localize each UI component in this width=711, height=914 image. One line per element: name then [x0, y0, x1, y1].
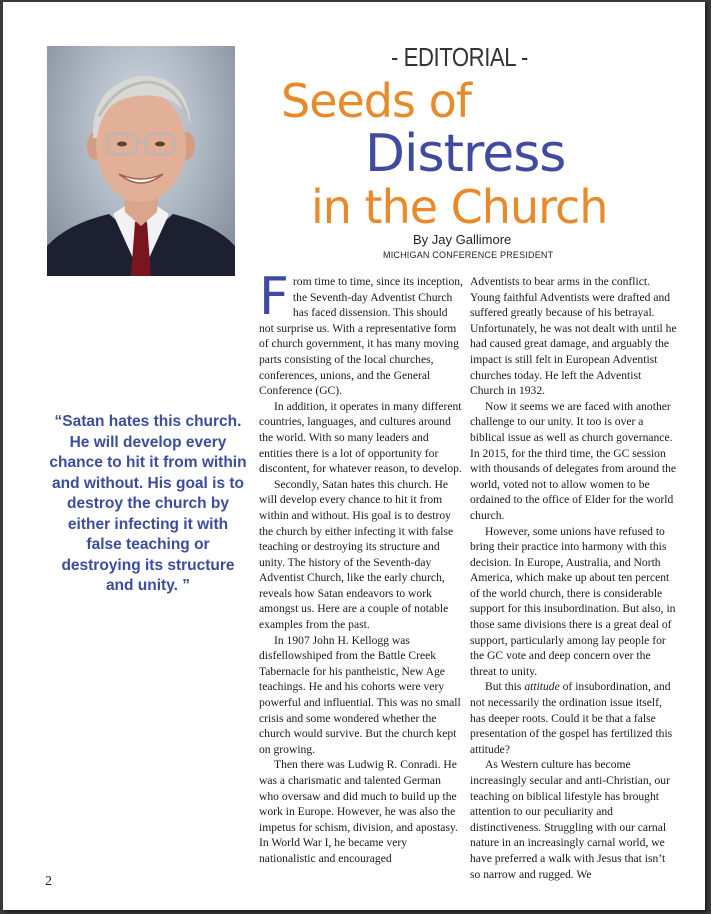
paragraph-4: In 1907 John H. Kellogg was disfellowshiped from the Battle Creek Tabernacle for his pantheistic, New Age teachings. He and his cohorts were very powerful and influential. This was no small crisis and some wondered whether the church would survive. But the church kept on growing. [259, 633, 461, 756]
paragraph-7: However, some unions have refused to bring their practice into harmony with this decision. In Europe, Australia, and North America, which make up about ten percent of the world church, there is considerable support for this insubordination. But also, in those same divisions there is a great deal of support, particularly among lay people for the GC vote and deep concern over the threat to unity. [470, 524, 676, 678]
headline-line-1: Seeds of [281, 74, 471, 128]
paragraph-5: Then there was Ludwig R. Conradi. He was a charismatic and talented German who oversaw and did much to build up the work in Europe. However, he was also the impetus for schism, division, and apostasy. In World War I, he became very nationalistic and encouraged [259, 758, 458, 865]
paragraph-2: In addition, it operates in many different countries, languages, and cultures around the world. With so many leaders and entities there is a lot of opportunity for discontent, for whatever reason, to develop. [259, 399, 462, 476]
paragraph-1-text: rom time to time, since its inception, the Seventh-day Adventist Church has faced dissension. This should not surprise us. With a representative form of church government, it has many moving parts consisting of the local churches, conferences, unions, and the General Conference (GC). [259, 275, 463, 398]
article-column-1 [259, 267, 463, 867]
page-number: 2 [45, 874, 52, 889]
drop-cap: F [259, 267, 289, 327]
paragraph-1 [259, 267, 463, 399]
pull-quote: “Satan hates this church. He will develop every chance to hit it from within and without. His goal is to destroy the church by either infecting it with false teaching or destroying its structure and unity. ” [49, 413, 247, 594]
byline: By Jay Gallimore [413, 232, 512, 247]
paragraph-5-continued: Adventists to bear arms in the conflict. Young faithful Adventists were drafted and suffered greatly because of his betrayal. Unfortunately, he was not dealt with until he had caused great damage, and arguably the impact is still felt in European Adventist churches today. He left the Adventist Church in 1932. [470, 275, 677, 398]
paragraph-8-emphasis: attitude [524, 680, 560, 694]
author-title: MICHIGAN CONFERENCE PRESIDENT [383, 250, 554, 260]
headline-line-2: Distress [365, 124, 566, 184]
section-kicker: - EDITORIAL - [391, 42, 528, 72]
paragraph-9: As Western culture has become increasingly secular and anti-Christian, our teaching on biblical lifestyle has brought attention to our peculiarity and distinctiveness. Struggling with our carnal nature in an increasingly carnal world, we have preferred a walk with Jesus that isn’t so narrow and rugged. We [470, 758, 670, 881]
paragraph-3: Secondly, Satan hates this church. He will develop every chance to hit it from within and without. His goal is to destroy the church by either infecting it with false teaching or destroying its structure and unity. The history of the Seventh-day Adventist Church, like the early church, reveals how Satan endeavors to work amongst us. Here are a couple of notable examples from the past. [259, 477, 454, 632]
paragraph-6: Now it seems we are faced with another challenge to our unity. It too is over a biblical issue as well as church governance. In 2015, for the third time, the GC session with thousands of delegates from around the world, voted not to allow women to be ordained to the office of Elder for the world church. [470, 399, 677, 522]
paragraph-8-lead: But this [485, 680, 525, 694]
author-portrait [47, 46, 235, 276]
article-column-2 [470, 274, 678, 882]
headline-line-3: in the Church [311, 180, 608, 234]
paragraph-8-rest: of insubordination, and not necessarily the ordination issue itself, has deeper roots. Could it be that a false presentation of the gospel has fertilized this attitude? [470, 680, 673, 756]
magazine-page [3, 2, 705, 910]
paragraph-8 [470, 679, 678, 757]
